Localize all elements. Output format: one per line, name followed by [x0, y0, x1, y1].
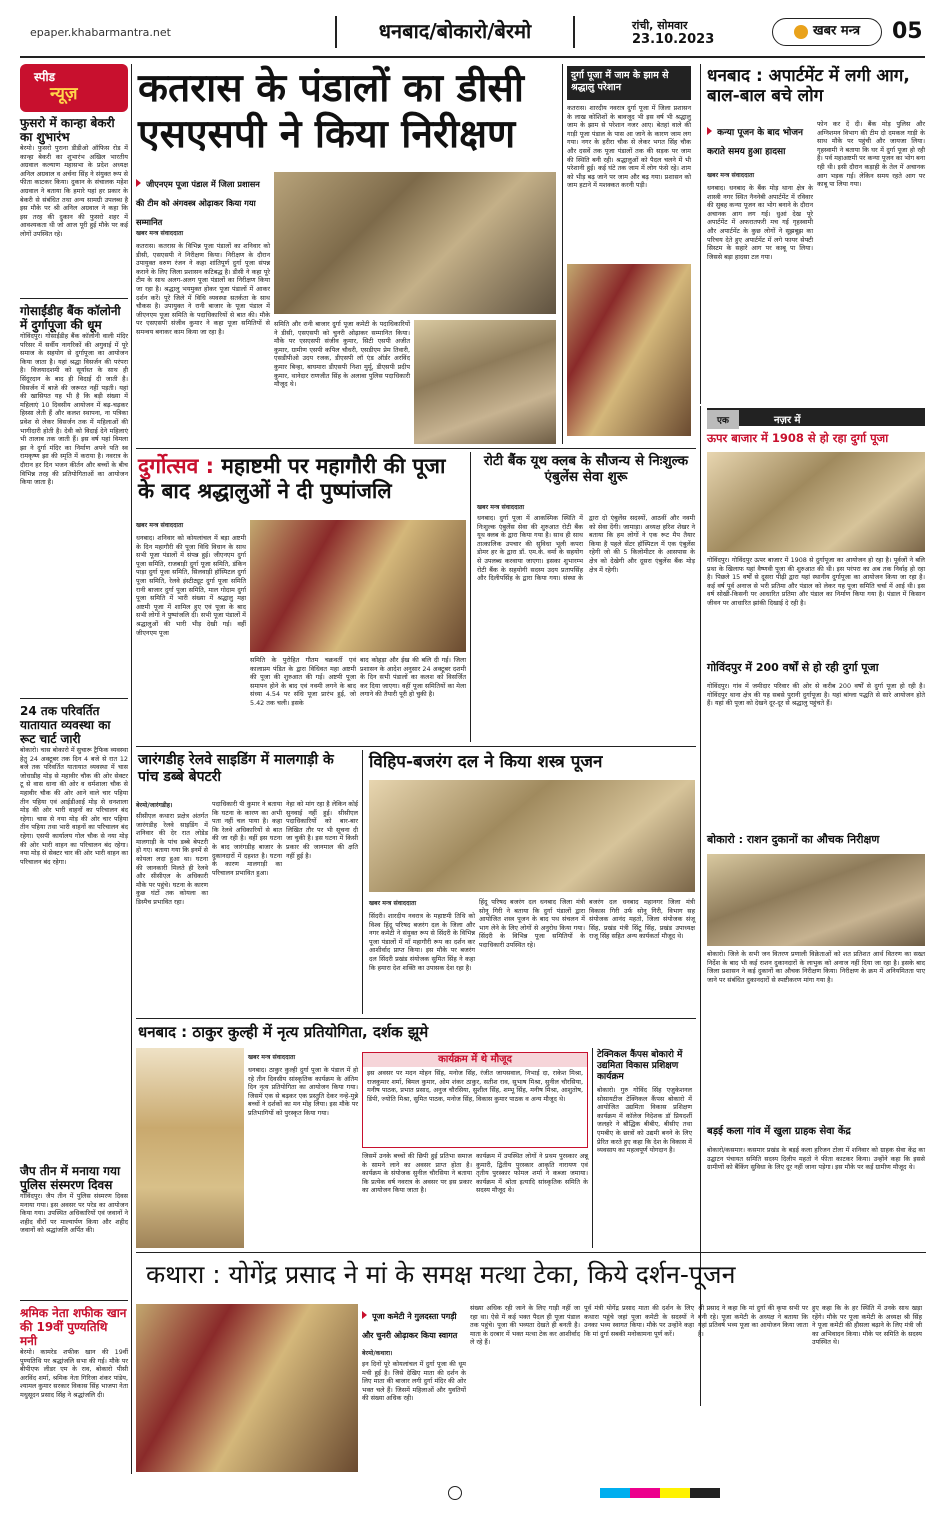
story2-body: गोविंदपुर। गांव में जमीदार परिवार की ओर से करीब 200 वर्षों से दुर्गा पूजा हो रही है। गोविंदपुर थाना क्षेत्र की यह सबसे पुरानी दुर्गापूजा है। यहां बांग्ला पद्धति से सारे आयोजन होते हैं। यहां की पूजा को देखने दूर-दूर से श्रद्धालु पहुंचते हैं। [707, 682, 925, 708]
story3-photo [707, 854, 925, 946]
speed-item-body: बेरमो। फुसरो पुराना डीडीओ ऑफिस रोड में कान्हा बेकरी का शुभारंभ अखिल भारतीय अग्रवाल कल्याण महासभा के प्रदेश अध्यक्ष अनिल अग्रवाल व अर्चना सिंह ने संयुक्त रूप से फीता काटकर किया। दुकान के संचालक महेश अग्रवाल ने बताया कि हमारे यहां हर प्रकार के बेकरी से संबंधित तथा अन्य सामग्री उपलब्ध है इस मौके पर श्री अनिल अग्रवाल ने कहा कि इस तरह की दुकान की फुसरो शहर में आवश्यकता थी जो आज पूरी हुई मौके पर कई लोगों उपस्थित रहे। [20, 144, 128, 238]
apartment-body-1: धनबाद। धनबाद के बैंक मोड़ थाना क्षेत्र के शास्त्री नगर स्थित नैननेबी अपार्टमेंट में रविवार की सुबह कन्या पूजन का भोग बनाने के दौरान अचानक आग लग गई। धुआं देख पूरे अपार्टमेंट में अफरातफरी मच गई गृहस्वामी और अपार्टमेंट के कुछ लोगों ने सूझबूझ का परिचय देते हुए अपार्टमेंट में लगे फायर सेफ्टी सिस्टम के सहारे आग पर काबू पा लिया। जिससे बड़ा हादसा टल गया। [707, 184, 813, 261]
kathara-body-2: संख्या अधिक रही जाने के लिए गाड़ी नहीं जा रहा था। ऐसे में कई भक्त पैदल ही पूजा पंडाल तक पहुंचे। पूजा की भव्यता देखते ही बनती है। माता के दरबार में भक्त मत्था टेक कर आशीर्वाद ले रहे हैं। [470, 1304, 580, 1347]
story4-body: बोकारो/कसमार। कसमार प्रखंड के बड़ई कला हरिजन टोला में शनिवार को ग्राहक सेवा केंद्र का उद्घाटन पंचायत समिति सदस्य दिलीप महतो ने फीता काटकर किया। उन्होंने कहा कि इससे ग्रामीणों को बैंकिंग सुविधा के लिए दूर नहीं जाना पड़ेगा। इस मौके पर कई ग्रामीण मौजूद थे। [707, 1146, 925, 1172]
section-name: धनबाद/बोकारो/बेरमो [378, 19, 532, 43]
vhp-headline: विहिप-बजरंग दल ने किया शस्त्र पूजन [369, 752, 603, 772]
story1-headline: ऊपर बाजार में 1908 से हो रहा दुर्गा पूजा [707, 431, 889, 445]
roti-bank-body: धनबाद। दुर्गा पूजा में आकस्मिक स्थिति में निःशुल्क एंबुलेंस सेवा की शुरुआत रोटी बैंक यूथ क्लब के द्वारा किया गया है। साथ ही साथ तात्कालिक उपचार की सुविधा भूली कपरा डोमर हर के द्वारा डॉ. एम.के. वर्मा के सहयोग से उपलब्ध करवाया जाएगा। इसका शुभारम्भ रोटी बैंक के सहयोगी सदस्य उदय प्रतापसिंह और दिलीपसिंह के द्वारा किया गया। संस्था के द्वारा दो एंबुलेंस सदस्यों, आठवीं और नवमी को सेवा देंगी। जामाड़ा। अध्यक्ष हरिश शेखर ने बताया कि हम लोगों ने एक रूट मैप तैयार किया है पहले सेंटर हॉस्पिटल में एक एंबुलेंस रहेगी जो की 5 किलोमीटर के आसपास के क्षेत्र को देखेगी और दूसरा एंबुलेंस बैंक मोड़ क्षेत्र में रहेगी। [477, 514, 695, 583]
main-story-headline: कतरास के पंडालों का डीसी एसएसपी ने किया निरीक्षण [138, 66, 525, 158]
kathara-caption-box [362, 1304, 466, 1344]
city-day: रांची, सोमवार [632, 19, 688, 32]
speed-item-body: बोकारो। चास बोकारो में सुचारू ट्रैफिक व्यवस्था हेतु 24 अक्टूबर तक दिन 4 बजे से रात 12 बजे तक परिवर्तित यातायात व्यवस्था में चास जोधाडीह मोड़ से महावीर चौक की ओर सेक्टर टू से वास धाना की ओर व धर्मशाला चौक से महावीर चौक की ओर आने वाले चार पहिया तीन पहिया एवं आईडीआई मोड़ से धनशाला मोड़ की ओर भारी वाहनों का परिचालन बंद रहेगा। चास से नया मोड़ की ओर चार पहिया तीन पहिया तथा भारी वाहनों का परिचालन बंद रहेगा। एसपी कार्यालय गोल चौक से नया मोड़ की ओर भारी वाहन का परिचालन बंद रहेगा। नया मोड़ से सेक्टर चार की ओर भारी वाहन का परिचालन बंद रहेगा। [20, 746, 128, 866]
speed-news-column [20, 64, 128, 1474]
epaper-url[interactable]: epaper.khabarmantra.net [30, 26, 171, 39]
roti-bank-byline: खबर मन्त्र संवाददाता [477, 504, 525, 511]
rail-story [136, 750, 358, 1014]
page-number: 05 [892, 19, 923, 44]
speed-item-2 [20, 304, 128, 694]
dance-body-3: कार्यक्रम में उपस्थित लोगों ने प्रथम पुरस्कार अन्नू कुमारी, द्वितीय पुरस्कार आकृति नारायण एवं तृतीय पुरस्कार फोमल शर्मा ने कब्जा जमाया। कार्यक्रम में श्रोता इत्यादि सांस्कृतिक समिति के सदस्य मौजूद थे। [476, 1152, 588, 1195]
dance-byline: खबर मन्त्र संवाददाता [248, 1054, 296, 1061]
main-story-byline: खबर मन्त्र संवाददाता [136, 230, 184, 237]
vhp-body-3: बजरंग दल धनबाद महानगर जिला मंत्री विकास गिरी उर्फ सोनू गिरी, विभाग सह संयोजक आनंद महतो, जिला संयोजक संजू सिंह, प्रखंड मंत्री सिंटू सिंह, प्रखंड उपाध्यक्ष राजू सिंह सहित अन्य कार्यकर्ता मौजूद थे। [589, 898, 695, 941]
vhp-story [362, 750, 696, 1014]
jam-story-body: कतरास। शारदीय नवरात्र दुर्गा पूजा में जिला प्रशासन के लाख कोशिशों के बावजूद भी इस वर्ष भी श्रद्धालु जाम के झाम से परेशान नजर आए। बेतहां वाले की गाड़ी पूजा पंडाल के पास आ जाने के कारण जाम लग गया। नगर के हरीरा चौक से लेकर भगत सिंह चौक और दसवें तक पूजा पंडालों तक की सड़क पर जाम की स्थिति बनी रही। श्रद्धालुओं को पैदल चलने में भी परेशानी हुई। कई घंटे तक जाम में लोग फंसे रहे। शाम को भीड़ बढ़ जाने पर जाम और बढ़ गया। प्रशासन को जाम हटाने में मशक्कत करनी पड़ी। [567, 104, 691, 190]
registration-mark-icon [448, 1486, 462, 1500]
durgotsav-body-2: समिति के पुरोहित गौतम चक्रवर्ती एवं कालाप्रम पंडित के द्वारा विधिवत महा अष्टमी की पूजा की शुरुआत की गई। अष्टमी पूजा समापन होने के बाद एवं नवमी लगने के बाद संध्या 4.54 पर संधि पूजा प्रारंभ हुई, जो 5.42 तक चली। इसके [250, 656, 356, 707]
apartment-subhead-box [707, 120, 813, 164]
kathara-photo [136, 1304, 358, 1472]
speed-item-headline: फुसरो में कान्हा बेकरी का शुभारंभ [20, 116, 115, 144]
brand-logo-icon [794, 25, 808, 39]
rail-body-3: नेहा को मांग रहा है लेकिन कोई सुनवाई नहीं हुई। सीसीएल पदाधिकारियों को बार-बार लिखित तौर पर भी सूचना दी जा चुकी है। इस घटना में किसी प्रकार की जानमाल की क्षति नहीं हुई है। [286, 800, 358, 860]
ek-nazar-label-right: नज़र में [773, 415, 801, 426]
speed-item-body: गोविंदपुर। जैप तीन में पुलिस संस्मरण दिवस मनाया गया। इस अवसर पर परेड का आयोजन किया गया। उपस्थित अधिकारियों एवं जवानों ने शहीद वीरों पर माल्यार्पण किया और शहीद जवानों को श्रद्धांजलि अर्पित की। [20, 1192, 128, 1235]
speed-item-body: बेरमो। कामरेड शफीक खान की 19वीं पुण्यतिथि पर श्रद्धांजलि सभा की गई। मौके पर बीपीएफ लीडर एम के राव, बोकारो पीसी अरविंद शर्मा, श्रमिक नेता गिरिजा शंकर पांडेय, श्यामल कुमार सरकार विकास सिंह भाजपा नेता मधुसूदन प्रसाद सिंह ने श्रद्धांजलि दी। [20, 1348, 129, 1399]
speed-item-headline: श्रमिक नेता शफीक खान की 19वीं पुण्यतिथि मनी [20, 1306, 127, 1348]
jam-story [562, 64, 694, 444]
brand-box [772, 18, 882, 46]
date: 23.10.2023 [632, 32, 715, 47]
vhp-byline: खबर मन्त्र संवाददाता [369, 900, 417, 907]
vhp-body-1: सिंदरी। शारदीय नवरात्र के महाष्टमी तिथि को विश्व हिंदू परिषद बजरंग दल के जिला और नगर कमेटी ने संयुक्त रूप से सिंदरी के विभिन्न पूजा पंडालों में माँ महागौरी रूप का दर्शन कर आशीर्वाद प्राप्त किया। इस मौके पर बजरंग दल सिंदरी प्रखंड संयोजक सुमित सिंह ने कहा कि हमारा देश शक्ति का उपासक देश रहा है। [369, 912, 475, 972]
kathara-byline: बेरमो/कथारा। [362, 1350, 393, 1357]
speed-item-5 [20, 1306, 128, 1474]
speed-news-logo-bottom: न्यूज़ [50, 84, 78, 104]
tech-camp-body: बोकारो। गुरु गोविंद सिंह एजुकेशनल सोसायटीज टेक्निकल कैंपस बोकारो में आयोजित उद्यमिता विकास प्रशिक्षण कार्यक्रम में कॉलेज निदेशक डॉ प्रियदर्शी जलहरे ने बौद्धिक बीबीए, बीसीए तथा एमबीए के छात्रों को उद्यमी बनने के लिए प्रेरित करते हुए कहा कि देश के विकास में व्यवसाय का महत्वपूर्ण योगदान है। [597, 1086, 692, 1155]
durgotsav-headline: महाष्टमी पर महागौरी की पूजा के बाद श्रद्धालुओं ने दी पुष्पांजलि [138, 454, 446, 503]
rail-headline: जारंगडीह रेलवे साइडिंग में मालगाड़ी के पांच डब्बे बेपटरी [138, 752, 334, 785]
durgotsav-body-1: धनबाद। शनिवार को कोयलांचल में बड़ा अष्टमी के दिन महागौरी की पूजा विधि विधान के साथ सभी पूजा पंडालों में संपन्न हुई। जीएनएम दुर्गा पूजा समिति, राजबाड़ी दुर्गा पूजा समिति, डंकिन पाड़ा दुर्गा पूजा समिति, सिलवाड़ी हॉस्पिटल दुर्गा पूजा समिति, रेलवे इंस्टीट्यूट दुर्गा पूजा समिति रानी बाजार दुर्गा पूजा समिति, माल गोदाम दुर्गा पूजा समिति में भारी संख्या में श्रद्धालु महा अष्टमी पूजा में शामिल हुए एवं पूजा के बाद सभी लोगों ने पुष्पांजलि दी। सभी पूजा पंडालों में श्रद्धालुओं की भारी भीड़ देखी गई। वहीं जीएनएम पूजा [136, 534, 246, 637]
dance-attendees-box [362, 1052, 588, 1148]
dance-attendees-body: इस अवसर पर मदन मोहन सिंह, मनोज सिंह, रंजीत जायसवाल, निभाई दा, राकेश मिश्रा, राजकुमार शर्मा, बिमल कुमार, ओम शंकर ठाकुर, सतीश राव, सुभाष मिश्रा, सुनील चौरसिया, मनीष पाठक, प्रभात प्रसाद, अनुज चौरसिया, सुशील सिंह, शम्भू सिंह, मनीष मिश्रा, आशुतोष, डिंपी, ज्योति मिश्रा, सुमित पाठक, मनोज सिंह, विकास कुमार पाठक व अन्य मौजूद थे। [367, 1069, 583, 1103]
speed-item-1 [20, 116, 128, 294]
main-story [136, 64, 556, 444]
story3-body: बोकारो। जिले के सभी जन वितरण प्रणाली विक्रेताओं को शत प्रतिशत आर्थ वितरण का सख्त निर्देश के बाद भी कई राशन दुकानदारों के लाभुक को अनाज नहीं दिया जा रहा है। इसके बाद जिला प्रशासन ने कई दुकानों का औचक निरीक्षण किया। निरीक्षण के क्रम में अनियमितता पाए जाने पर संबंधित दुकानदारों से स्पष्टीकरण मांगा गया है। [707, 950, 925, 984]
kathara-body-5: हुए कहा कि के हर स्थिति में उनके साथ खड़ा रहेंगे। मौके पर पूजा कमेटी के अध्यक्ष श्री सिंह ने पूजा कमेटी की हौसला बढ़ाने के लिए मंत्री जी का अभिवादन किया। मौके पर समिति के सदस्य उपस्थित थे। [812, 1304, 922, 1347]
roti-bank-story [470, 452, 696, 742]
dance-body-2: जिसमें उनके बच्चों की छिपी हुई प्रतिभा समाज के सामने लाने का अवसर प्राप्त होता है। कार्यक्रम के संयोजक सुनील चौरसिया ने बताया कि प्रत्येक वर्ष नवरात्र के अवसर पर इस प्रकार का आयोजन किया जाता है। [362, 1152, 472, 1195]
tech-camp-story [592, 1048, 696, 1248]
main-story-photo-2 [414, 320, 556, 444]
roti-bank-headline: रोटी बैंक यूथ क्लब के सौजन्य से निःशुल्क एंबुलेंस सेवा शुरू [483, 453, 689, 485]
main-story-caption: जीएनएम पूजा पंडाल में जिला प्रशासन की टीम को अंगवस्त्र ओढ़ाकर किया गया सम्मानित [136, 179, 260, 227]
triangle-bullet-icon [136, 179, 141, 187]
section-title [335, 16, 575, 48]
speed-news-logo [20, 64, 128, 112]
jam-story-headline-box [567, 66, 691, 100]
kathara-body-1: इन दिनों पूरे कोयलांचल में दुर्गा पूजा की धूम मची हुई है। जिसे देखिए माता की दर्शन के लिए माता की बाजार लगी दुर्गा मंदिर की ओर भक्त चले हैं। जिसमें महिलाओं और युवतियों की संख्या अधिक रही। [362, 1360, 466, 1403]
dance-photo [136, 1048, 244, 1248]
durgotsav-story [136, 452, 466, 742]
triangle-bullet-icon [707, 127, 712, 135]
rail-body-2: पदाधिकारी पी कुमार ने बताया कि घटना के कारण का अभी पता नहीं चल पाया है। कहा कि रेलवे अधिकारियों से बात की जा रही है। वहीं इस घटना के बाद जारंगडीह बाजार के दुकानदारों में दहशत है। घटना के कारण मालगाड़ी का परिचालन प्रभावित हुआ। [212, 800, 282, 877]
story2-headline: गोविंदपुर में 200 वर्षों से हो रही दुर्गा पूजा [707, 661, 879, 674]
speed-item-headline: 24 तक परिवर्तित यातायात व्यवस्था का रूट चार्ट जारी [20, 704, 111, 746]
brand-name: खबर मन्त्र [813, 23, 861, 39]
vhp-body-2: हिंदू परिषद बजरंग दल धनबाद जिला मंत्री सोनू गिरी ने बताया कि दुर्गा पंडालों द्वारा आयोजित शस्त्र पूजन के बाद पथ संचलन में भाग लेने के लिए लोगों से अनुरोध किया गया। सिंदरी के विभिन्न पूजा समितियों के पदाधिकारी उपस्थित रहे। [479, 898, 585, 949]
tech-camp-headline: टेक्निकल कैंपस बोकारो में उद्यमिता विकास प्रशिक्षण कार्यक्रम [597, 1050, 683, 1082]
rail-byline: बेरमो/जारंगडीह। [136, 802, 173, 809]
speed-item-3 [20, 704, 128, 866]
kathara-body-4: श्री प्रसाद ने कहा कि मां दुर्गा की कृपा सभी पर बनी रहे। पूजा कमेटी के अध्यक्ष ने बताया कि यहां प्रतिवर्ष भव्य पूजा का आयोजन किया जाता है। [698, 1304, 808, 1338]
speed-item-4 [20, 1164, 128, 1294]
main-story-photo-1 [274, 172, 556, 314]
speed-item-headline: जैप तीन में मनाया गया पुलिस संस्मरण दिवस [20, 1164, 121, 1192]
speed-item-body: गोविंदपुर। गोसाईंडीह बैंक कॉलोनी वाली मंदिर परिसर में सर्वीय नागरिकों की अगुवाई में पूरे समाज के सहयोग से दुर्गापूजा का आयोजन किया जाता है। यहां श्रद्धा विसर्जन की परंपरा है। विजयादशमी को सूर्यास्त के साथ ही सिंदूरदान के बाद ही विदाई दी जाती है। विसर्जन में बाजे की जरूरत नहीं पड़ती। यहां की खासियत यह भी है कि बड़ी संख्या में महिलाएं 10 दिवसीय आयोजन में बढ़-चढ़कर हिस्सा लेती हैं और कलश स्थापना, ना पत्रिका प्रवेश से लेकर विसर्जन तक में महिलाओं की भागीदारी होती है। देवी को विदाई देने महिलाएं भी तालाब तक जाती हैं। इस वर्ष यहां विमला झा ने दुर्गा मंदिर का निर्माण अपने पति स्व रामकृष्ण झा की स्मृति में कराया है। नवरात्र के दौरान हर दिन भजन कीर्तन और बच्चों के बीच विभिन्न तरह की प्रतियोगिताओं का आयोजन किया जाता है। [20, 332, 128, 487]
speed-item-headline: गोसाईंडीह बैंक कॉलोनी में दुर्गापूजा की धूम [20, 304, 121, 332]
durgotsav-photo [250, 520, 466, 652]
kathara-headline: कथारा : योगेंद्र प्रसाद ने मां के समक्ष मत्था टेका, किये दर्शन-पूजन [146, 1260, 736, 1289]
main-story-caption-box [136, 172, 270, 227]
speed-news-logo-top: स्पीड [34, 70, 56, 84]
dance-body-1: धनबाद। ठाकुर कुल्ही दुर्गा पूजा के पंडाल में हो रहे तीन दिवसीय सांस्कृतिक कार्यक्रम के अंतिम दिन नृत्य प्रतियोगिता का आयोजन किया गया। जिसमें एक से बढ़कर एक प्रस्तुति देकर नन्हे-मुन्ने बच्चों ने दर्शकों का मन मोह लिया। इस मौके पर प्रतिभागियों को पुरस्कृत किया गया। [248, 1066, 358, 1117]
durgotsav-headline-wrap [138, 454, 464, 518]
jam-story-headline: दुर्गा पूजा में जाम के झाम से श्रद्धालु परेशान [571, 70, 669, 93]
color-bar [600, 1488, 720, 1498]
kathara-caption: पूजा कमेटी ने गुलदस्ता पगड़ी और चुनरी ओढ़ाकर किया स्वागत [362, 1312, 458, 1340]
rail-body-1: सीसीएल कथारा प्रक्षेत्र अंतर्गत जारंगडीह रेलवे साइडिंग में शनिवार की देर रात लोडेड मालगाड़ी के पांच डब्बे बेपटरी हो गए। बताया गया कि इनमें से कोयला लदा हुआ था। घटना की जानकारी मिलते ही रेलवे और सीसीएल के अधिकारी मौके पर पहुंचे। घटना के कारण कुछ घंटों तक कोयला का डिस्पैच प्रभावित रहा। [136, 812, 208, 906]
masthead [0, 0, 945, 64]
ek-nazar-banner [707, 408, 925, 426]
apartment-story-headline: धनबाद : अपार्टमेंट में लगी आग, बाल-बाल बचे लोग [707, 66, 910, 107]
kathara-story [136, 1256, 926, 1474]
kathara-body-3: पूर्व मंत्री योगेंद्र प्रसाद माता की दर्शन के लिए कथारा पहुंचे जहां पूजा कमेटी के सदस्यों ने उनका भव्य स्वागत किया। मौके पर उन्होंने कहा कि मां दुर्गा सबकी मनोकामना पूर्ण करें। [584, 1304, 694, 1338]
dance-attendees-title: कार्यक्रम में थे मौजूद [363, 1053, 587, 1067]
durgotsav-byline: खबर मन्त्र संवाददाता [136, 522, 184, 529]
dance-headline: धनबाद : ठाकुर कुल्ही में नृत्य प्रतियोगिता, दर्शक झूमे [138, 1023, 429, 1041]
apartment-byline: खबर मन्त्र संवाददाता [707, 172, 755, 179]
story1-body: गोविंदपुर। गोविंदपुर ऊपर बाजार में 1908 से दुर्गापूजा का आयोजन हो रहा है। पूर्वजों ने बलि प्रथा के खिलाफ यहां वैष्णवी पूजा की शुरुआत की थी। इस परंपरा का अब तक निर्वाह हो रहा है। पिछले 15 वर्षों से दूसरा पीढ़ी द्वारा यहां स्थानीय दुर्गापूजा का आयोजन किया जा रहा है। कई वर्ष पूर्व अनाज से भरी प्रतिमा और पंडाल को लेकर यह पूजा समिति चर्चा में आई थी। इस वर्ष सोखी-किसनी पर आधारित प्रतिमा और पंडाल का निर्माण किया गया है। पंडाल में किसान जीवन पर आधारित झांकी दिखाई दे रही है। [707, 556, 925, 607]
main-story-body-1: कतरास। कतरास के विभिन्न पूजा पंडालों का शनिवार को डीसी, एसएसपी ने निरीक्षण किया। निरीक्षण के दौरान उपायुक्त वरुण रंजन ने कहा शांतिपूर्ण दुर्गा पूजा संपन्न कराने के लिए जिला प्रशासन कटिबद्ध है। डीसी ने कहा पूरे टीम के साथ अलग-अलग पूजा पंडालों का निरीक्षण किया जा रहा है। श्रद्धालु भयमुक्त होकर पूजा पंडालों में आकर दर्शन करें। पूरे जिले में विधि व्यवस्था सतर्कता के साथ चौकस है। उपायुक्त ने रानी बाजार के पूजा पंडाल में जीएनएम पूजा समिति के पदाधिकारियों से बात की। मौके पर एसएसपी संजीव कुमार ने कहा पूजा समितियों से समन्वय बनाकर काम किया जा रहा है। [136, 242, 270, 336]
main-story-body-2: समिति और रानी बाजार दुर्गा पूजा कमेटी के पदाधिकारियों ने डीसी, एसएसपी को चुनरी ओढ़ाकर सम्मानित किया। मौके पर एसएसपी संजीव कुमार, सिटी एसपी अजीत कुमार, ग्रामीण एसपी कपिल चौधरी, एसडीएम प्रेम तिवारी, एसडीपीओ उदय रजक, डीएसपी लॉ एंड ऑर्डर अरविंद कुमार बिन्हा, बाघमारा डीएसपी निशा मुर्मू, डीएसपी प्रदीप कुमार, थानेदार राणजीत सिंह के अलावा पुलिस पदाधिकारी मौजूद थे। [274, 320, 410, 389]
story4-headline: बड़ई कला गांव में खुला ग्राहक सेवा केंद्र [707, 1126, 851, 1137]
apartment-body-2: फोन कर दें दी। बैंक मोड़ पुलिस और अग्निशमन विभाग की टीम दो दमकल गाड़ी के साथ मौके पर पहुंची और जायजा लिया। गृहस्वामी ने बताया कि घर में दुर्गा पूजा हो रही है। पर्व महाअष्टमी पर कन्या पूजन का भोग बना रही थी। इसी दौरान कड़ाही के तेल में अचानक आग भड़क गई। लेकिन समय रहते आग पर काबू पा लिया गया। [817, 120, 925, 189]
ek-nazar-label-left: एक [707, 410, 739, 429]
jam-story-photo [567, 264, 691, 436]
apartment-subhead: कन्या पूजन के बाद भोजन कराते समय हुआ हादसा [707, 128, 804, 157]
story3-headline: बोकारो : राशन दुकानों का औचक निरीक्षण [707, 833, 880, 846]
durgotsav-body-3: बाद कोहड़ा और ईख की बलि दी गई। जिला प्रशासन के आदेश अनुसार 24 अक्टूबर दशमी के दिन सभी पंडालों का कलश को विसर्जित कर दिया जाएगा। वहीं पूजा समितियों का मेला लगाने की तैयारी पूरी हो चुकी है। [360, 656, 466, 699]
vhp-photo [369, 780, 695, 892]
dance-story [136, 1022, 696, 1248]
story1-photo [707, 452, 925, 552]
triangle-bullet-icon [362, 1311, 367, 1319]
apartment-story [700, 64, 925, 404]
durgotsav-kicker: दुर्गोत्सव : [138, 454, 214, 478]
